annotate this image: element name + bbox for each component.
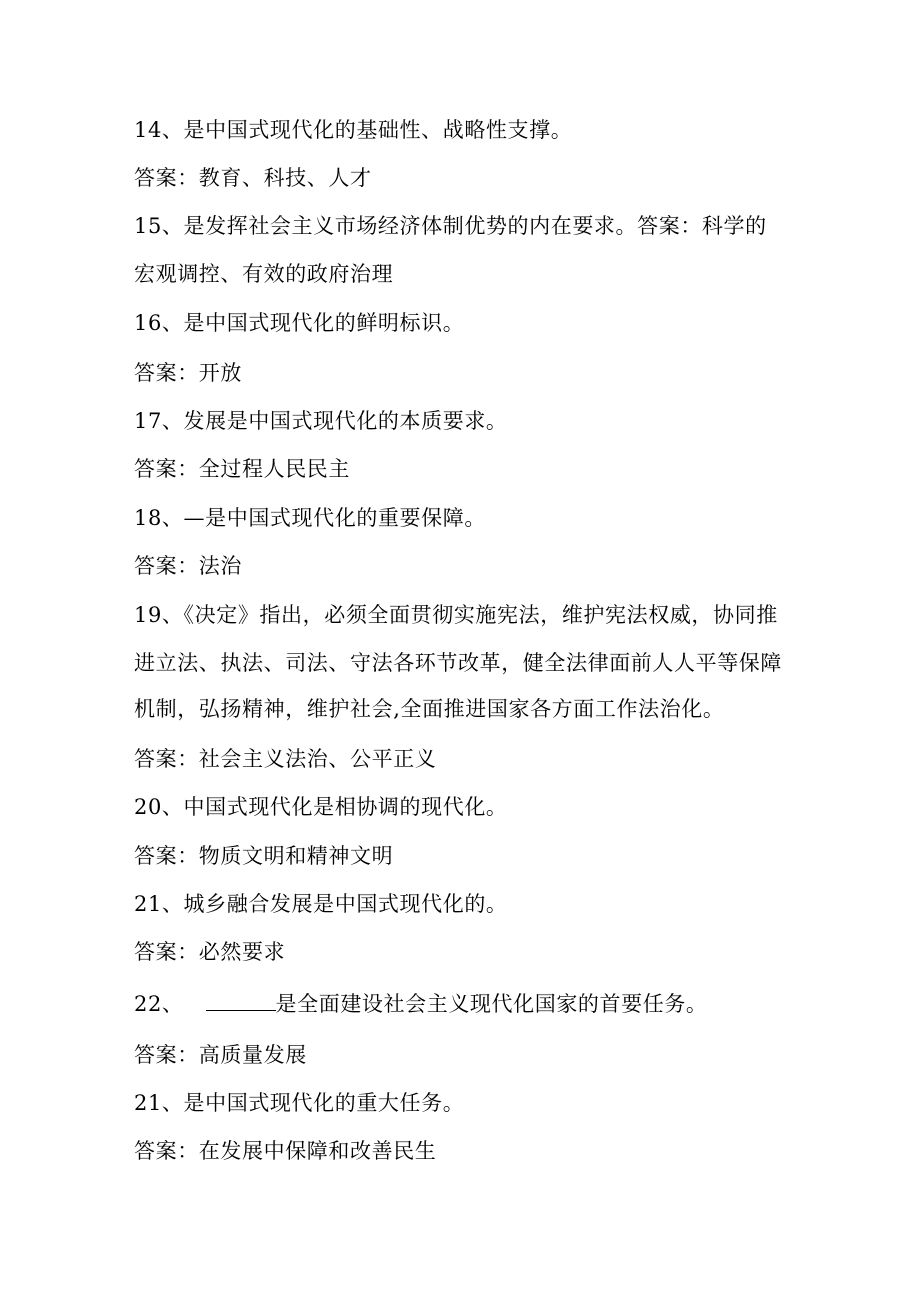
fill-in-blank [206, 992, 276, 1011]
answer-16: 答案：开放 [134, 361, 242, 385]
question-21-repeat: 21、是中国式现代化的重大任务。 [134, 1091, 465, 1115]
question-15: 15、是发挥社会主义市场经济体制优势的内在要求。答案：科学的 [134, 214, 767, 238]
question-22-text: 是全面建设社会主义现代化国家的首要任务。 [275, 992, 708, 1016]
question-21: 21、城乡融合发展是中国式现代化的。 [134, 892, 508, 916]
answer-17: 答案：全过程人民民主 [134, 457, 350, 481]
answer-18: 答案：法治 [134, 554, 242, 578]
question-20: 20、中国式现代化是相协调的现代化。 [134, 795, 508, 819]
question-19-continued-1: 进立法、执法、司法、守法各环节改革，健全法律面前人人平等保障 [134, 651, 782, 675]
answer-21-repeat: 答案：在发展中保障和改善民生 [134, 1139, 437, 1163]
question-22 [134, 989, 814, 1019]
answer-22: 答案：高质量发展 [134, 1043, 307, 1067]
question-19: 19、《决定》指出，必须全面贯彻实施宪法，维护宪法权威，协同推 [134, 603, 778, 627]
question-22-number: 22、 [134, 992, 184, 1016]
question-18: 18、—是中国式现代化的重要保障。 [134, 506, 486, 530]
question-15-continued: 宏观调控、有效的政府治理 [134, 262, 394, 286]
answer-20: 答案：物质文明和精神文明 [134, 844, 394, 868]
answer-14: 答案：教育、科技、人才 [134, 166, 372, 190]
question-17: 17、发展是中国式现代化的本质要求。 [134, 409, 508, 433]
question-19-continued-2: 机制，弘扬精神，维护社会,全面推进国家各方面工作法治化。 [134, 697, 725, 721]
answer-21: 答案：必然要求 [134, 940, 286, 964]
question-14: 14、是中国式现代化的基础性、战略性支撑。 [134, 118, 573, 142]
answer-19: 答案：社会主义法治、公平正义 [134, 747, 437, 771]
question-16: 16、是中国式现代化的鲜明标识。 [134, 311, 465, 335]
